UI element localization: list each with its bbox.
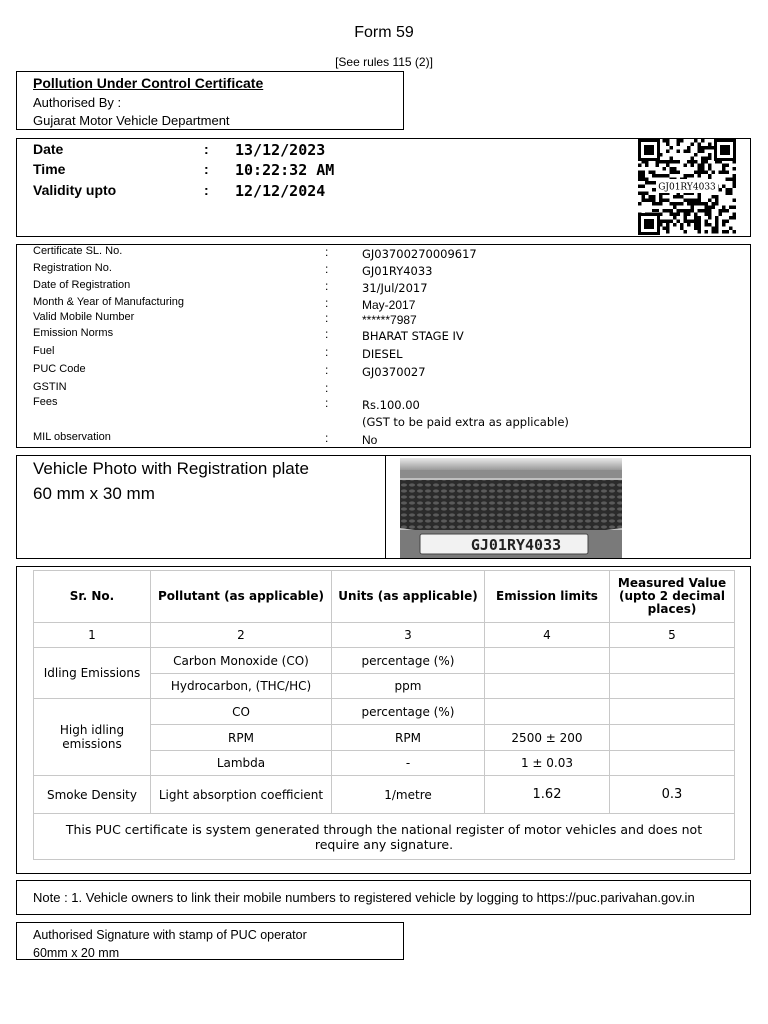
unit-cell: RPM [332,725,485,751]
pollutant-cell: Lambda [151,751,332,776]
pollutant-cell: RPM [151,725,332,751]
column-number: 2 [151,623,332,648]
limit-cell: 1 ± 0.03 [485,751,610,776]
detail-value: BHARAT STAGE IV [362,329,464,343]
detail-value: ******7987 [362,313,417,327]
colon: : [325,381,329,395]
qr-caption: GJ01RY4033 [658,182,716,193]
measured-cell [610,699,735,725]
detail-label: Fees [33,396,58,408]
vehicle-details [16,244,751,448]
colon: : [325,327,329,341]
validity-value: 12/12/2024 [235,182,326,200]
validity-label: Validity upto [33,182,117,198]
column-number: 4 [485,623,610,648]
system-notice: This PUC certificate is system generated through the national register of motor vehicles and does not require any signature. [34,814,735,860]
column-number: 1 [34,623,151,648]
measured-cell [610,674,735,699]
detail-value-note: (GST to be paid extra as applicable) [362,415,569,429]
photo-label: Vehicle Photo with Registration plate [33,459,309,478]
detail-row [33,431,733,446]
signature-size: 60mm x 20 mm [33,946,120,960]
date-label: Date [33,141,64,157]
table-header: Units (as applicable) [332,571,485,623]
detail-row [33,262,733,277]
detail-row [33,345,733,360]
detail-label: MIL observation [33,431,111,443]
detail-row [33,381,733,396]
measured-cell [610,725,735,751]
pollutant-cell: Hydrocarbon, (THC/HC) [151,674,332,699]
detail-label: Month & Year of Manufacturing [33,296,185,308]
detail-label: GSTIN [33,381,67,393]
detail-value: DIESEL [362,347,403,361]
emission-table-section [16,566,751,874]
detail-row [33,245,733,260]
limit-cell: 1.62 [485,776,610,814]
colon: : [325,345,329,359]
signature-label: Authorised Signature with stamp of PUC operator [33,928,307,942]
detail-label: Valid Mobile Number [33,311,135,323]
detail-value: No [362,433,378,447]
colon: : [325,363,329,377]
colon: : [325,279,329,293]
detail-label: PUC Code [33,363,86,375]
detail-row [33,327,733,342]
pollutant-cell: Carbon Monoxide (CO) [151,648,332,674]
colon: : [325,431,329,445]
form-title: Form 59 [354,24,414,41]
detail-value: Rs.100.00 [362,398,420,412]
qr-code-icon [638,139,736,235]
date-value: 13/12/2023 [235,141,326,159]
authorised-by-label: Authorised By : [33,95,122,110]
unit-cell: - [332,751,485,776]
detail-value: GJ0370027 [362,365,426,379]
limit-cell [485,674,610,699]
pollutant-cell: CO [151,699,332,725]
table-row [34,648,735,674]
table-header-row [34,571,735,623]
detail-value: 31/Jul/2017 [362,281,428,295]
detail-value: GJ01RY4033 [362,264,433,278]
colon: : [204,141,209,157]
signature-section [16,922,404,960]
detail-value: GJ03700270009617 [362,247,477,261]
note: Note : 1. Vehicle owners to link their mobile numbers to registered vehicle by logging to https://puc.parivahan.gov.in [16,880,751,915]
emission-group: Idling Emissions [34,648,151,699]
colon: : [325,296,329,310]
limit-cell [485,648,610,674]
colon: : [325,262,329,276]
table-header: Emission limits [485,571,610,623]
vehicle-photo [400,458,622,558]
photo-size-label: 60 mm x 30 mm [33,484,155,503]
measured-cell: 0.3 [610,776,735,814]
detail-row [33,363,733,378]
column-number: 5 [610,623,735,648]
detail-label: Emission Norms [33,327,114,339]
unit-cell: 1/metre [332,776,485,814]
divider [385,456,386,558]
detail-row [33,396,733,429]
pollutant-cell: Light absorption coefficient [151,776,332,814]
validity-section [16,138,751,237]
detail-label: Registration No. [33,262,112,274]
emission-table [33,570,735,860]
emission-group: Smoke Density [34,776,151,814]
table-header: Sr. No. [34,571,151,623]
table-header: Pollutant (as applicable) [151,571,332,623]
colon: : [325,311,329,325]
detail-label: Certificate SL. No. [33,245,123,257]
table-row [34,776,735,814]
colon: : [325,245,329,259]
detail-label: Fuel [33,345,55,357]
detail-row [33,279,733,294]
column-number: 3 [332,623,485,648]
limit-cell [485,699,610,725]
authority-name: Gujarat Motor Vehicle Department [33,113,230,128]
colon: : [204,161,209,177]
certificate-header [16,71,404,130]
vehicle-photo-section [16,455,751,559]
certificate-title: Pollution Under Control Certificate [33,75,264,91]
unit-cell: percentage (%) [332,699,485,725]
detail-label: Date of Registration [33,279,131,291]
rules-reference: [See rules 115 (2)] [335,55,433,69]
detail-row [33,296,733,311]
time-label: Time [33,161,66,177]
plate-text: GJ01RY4033 [470,536,562,554]
unit-cell: percentage (%) [332,648,485,674]
colon: : [204,182,209,198]
measured-cell [610,751,735,776]
table-row [34,699,735,725]
emission-group: High idling emissions [34,699,151,776]
detail-value: May-2017 [362,298,416,312]
time-value: 10:22:32 AM [235,161,335,179]
colon: : [325,396,329,410]
unit-cell: ppm [332,674,485,699]
detail-row [33,311,733,326]
limit-cell: 2500 ± 200 [485,725,610,751]
table-header: Measured Value (upto 2 decimal places) [610,571,735,623]
table-row [34,623,735,648]
table-row [34,814,735,860]
measured-cell [610,648,735,674]
